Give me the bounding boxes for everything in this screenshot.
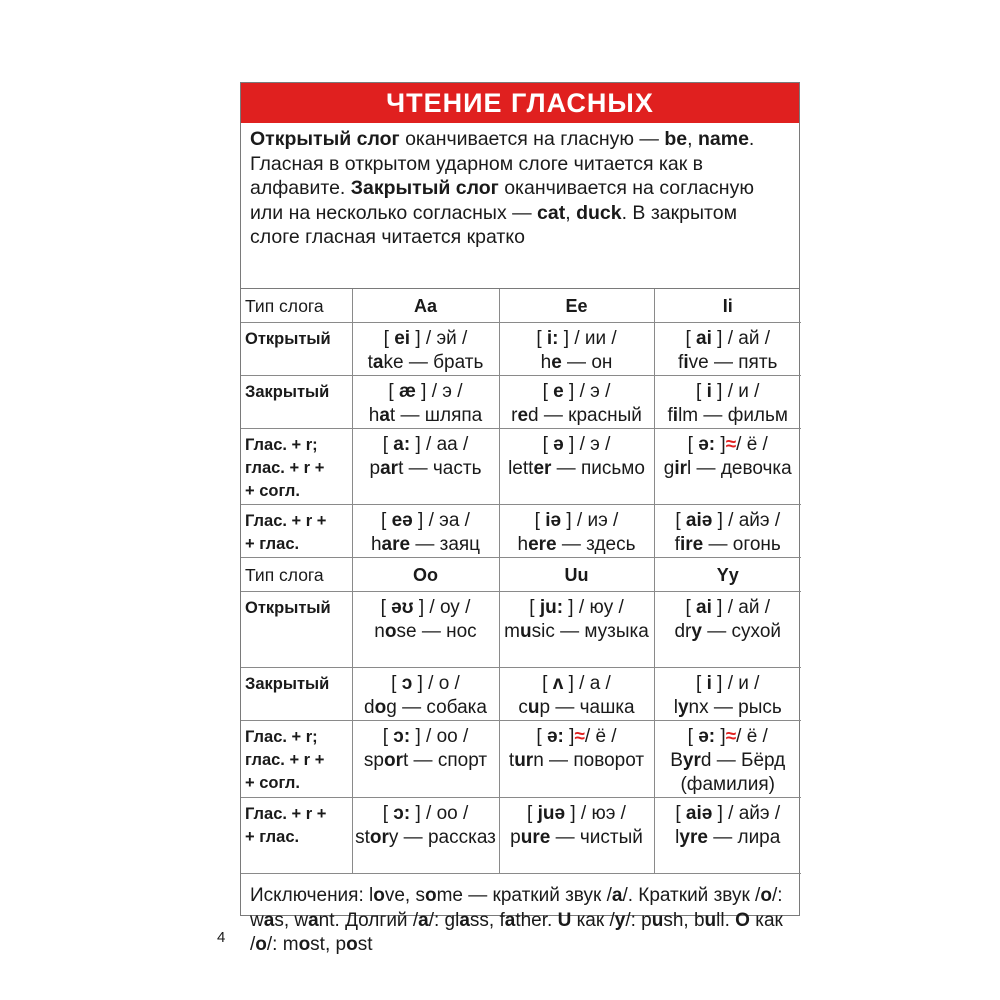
highlight-letters: er — [533, 458, 552, 479]
highlight-letters: yre — [679, 827, 708, 848]
translation: брать — [433, 352, 484, 373]
example-line: red — красный — [511, 405, 642, 426]
ipa-symbol: a: — [393, 434, 411, 455]
vowel-cell — [352, 592, 499, 668]
table-row — [241, 323, 801, 376]
translation: Бёрд — [741, 750, 786, 771]
table-row — [241, 429, 801, 505]
ipa-symbol: ʌ — [552, 673, 564, 694]
translation: заяц — [439, 534, 481, 555]
highlight-letters: i — [672, 405, 679, 426]
vowel-cell — [654, 323, 801, 376]
russian-approx: оо — [436, 726, 458, 747]
translation: сухой — [731, 621, 781, 642]
vowel-reading-card — [240, 82, 800, 955]
translation: пять — [738, 352, 778, 373]
russian-approx: ё — [595, 726, 607, 747]
card-title: ЧТЕНИЕ ГЛАСНЫХ — [241, 83, 799, 123]
example-duck: duck — [576, 201, 622, 224]
vowel-header: Oo — [352, 558, 499, 592]
syllable-type: Глас. + r + + глас. — [241, 505, 352, 558]
russian-approx: и — [738, 673, 749, 694]
russian-approx: эа — [439, 510, 460, 531]
closed-syllable-term: Закрытый слог — [350, 177, 499, 199]
highlight-letters: i — [683, 352, 689, 373]
russian-approx: айэ — [738, 803, 770, 824]
russian-approx: и — [738, 381, 749, 402]
transcription-line: [ e ] / э / — [542, 381, 611, 402]
example-line: sport — спорт — [363, 750, 488, 771]
russian-approx: ё — [746, 726, 758, 747]
translation: рассказ — [427, 827, 496, 848]
example-line: here — здесь — [517, 534, 636, 555]
transcription-line: [ ɔ: ] / оо / — [382, 803, 469, 824]
vowel-cell — [352, 376, 499, 429]
header-row — [241, 558, 801, 592]
highlight-letters: or — [369, 827, 389, 848]
highlight-letters: a — [379, 405, 390, 426]
vowel-header: Uu — [499, 558, 654, 592]
translation: он — [591, 352, 613, 373]
syllable-type: Глас. + r; глас. + r + + согл. — [241, 429, 352, 505]
table-row — [241, 668, 801, 721]
ipa-symbol: i — [706, 673, 712, 694]
translation: чистый — [579, 827, 643, 848]
translation: часть — [432, 458, 482, 479]
russian-approx: ё — [746, 434, 758, 455]
ipa-symbol: ə: — [546, 726, 564, 747]
transcription-line: [ ə: ]≈/ ё / — [687, 434, 768, 455]
ipa-symbol: əʊ — [391, 597, 414, 618]
syllable-type: Закрытый — [241, 668, 352, 721]
approx-sign: ≈ — [725, 434, 737, 455]
vowel-cell — [499, 592, 654, 668]
transcription-line: [ ə ] / э / — [542, 434, 611, 455]
vowel-cell — [654, 429, 801, 505]
russian-approx: э — [590, 381, 600, 402]
russian-approx: э — [442, 381, 452, 402]
vowel-cell — [499, 429, 654, 505]
ipa-symbol: ju: — [539, 597, 564, 618]
transcription-line: [ aiə ] / айэ / — [675, 803, 781, 824]
example-line: lynx — рысь — [673, 697, 782, 718]
header-row — [241, 289, 801, 323]
syllable-type-header: Тип слога — [241, 289, 352, 323]
vowel-header: Ee — [499, 289, 654, 323]
page-number: 4 — [217, 929, 226, 946]
example-line: pure — чистый — [510, 827, 643, 848]
transcription-line: [ ei ] / эй / — [383, 328, 468, 349]
vowel-cell — [654, 798, 801, 874]
example-line: lyre — лира — [675, 827, 781, 848]
russian-approx: а — [589, 673, 601, 694]
transcription-line: [ juə ] / юэ / — [527, 803, 626, 824]
highlight-letters: y — [691, 621, 702, 642]
vowel-cell — [352, 323, 499, 376]
vowel-cell — [499, 798, 654, 874]
translation: здесь — [586, 534, 636, 555]
translation: музыка — [584, 621, 649, 642]
vowel-header: Ii — [654, 289, 801, 323]
ipa-symbol: ɔ: — [393, 726, 411, 747]
example-name: name — [697, 128, 749, 150]
example-line: hare — заяц — [370, 534, 481, 555]
highlight-letters: ire — [679, 534, 704, 555]
vowel-cell — [352, 798, 499, 874]
example-line: turn — поворот — [508, 750, 645, 771]
translation: огонь — [732, 534, 781, 555]
vowel-cell — [499, 376, 654, 429]
vowel-cell — [499, 323, 654, 376]
translation: фильм — [727, 405, 788, 426]
vowel-cell — [352, 429, 499, 505]
ipa-symbol: ei — [394, 328, 411, 349]
example-line: story — рассказ — [355, 827, 496, 848]
transcription-line: [ ə: ]≈/ ё / — [687, 726, 768, 747]
transcription-line: [ ai ] / ай / — [685, 597, 771, 618]
table-row — [241, 798, 801, 874]
highlight-letters: e — [517, 405, 529, 426]
highlight-letters: o — [374, 697, 387, 718]
example-be: be — [664, 128, 688, 150]
example-line: he — он — [540, 352, 613, 373]
transcription-line: [ ɔ ] / о / — [391, 673, 460, 694]
table-row — [241, 376, 801, 429]
example-cat: cat — [537, 201, 566, 224]
syllable-type-header: Тип слога — [241, 558, 352, 592]
example-line: film — фильм — [667, 405, 788, 426]
ipa-symbol: iə — [545, 510, 562, 531]
open-syllable-term: Открытый слог — [250, 128, 400, 150]
ipa-symbol: ə — [553, 434, 564, 455]
russian-approx: аа — [436, 434, 458, 455]
ipa-symbol: æ — [398, 381, 416, 402]
example-line: Byrd — Бёрд — [670, 750, 786, 771]
vowel-header: Yy — [654, 558, 801, 592]
highlight-letters: ir — [674, 458, 688, 479]
ipa-symbol: i — [706, 381, 712, 402]
highlight-letters: ere — [528, 534, 557, 555]
vowel-cell — [654, 505, 801, 558]
russian-approx: э — [590, 434, 600, 455]
translation: спорт — [437, 750, 488, 771]
syllable-type: Открытый — [241, 592, 352, 668]
example-line: fire — огонь — [674, 534, 781, 555]
transcription-line: [ əʊ ] / оу / — [380, 597, 471, 618]
example-line: hat — шляпа — [368, 405, 483, 426]
vowel-cell — [654, 592, 801, 668]
ipa-symbol: aiə — [685, 803, 713, 824]
ipa-symbol: eə — [391, 510, 413, 531]
vowel-cell — [499, 668, 654, 721]
russian-approx: юэ — [591, 803, 616, 824]
vowel-cell — [352, 721, 499, 798]
ipa-symbol: ɔ — [401, 673, 413, 694]
vowel-cell — [352, 505, 499, 558]
russian-approx: ай — [738, 597, 760, 618]
table-row — [241, 721, 801, 798]
vowel-cell — [654, 668, 801, 721]
highlight-letters: yr — [682, 750, 701, 771]
transcription-line: [ i: ] / ии / — [536, 328, 617, 349]
transcription-line: [ ə: ]≈/ ё / — [536, 726, 617, 747]
vowel-cell — [352, 668, 499, 721]
transcription-line: [ ʌ ] / а / — [542, 673, 611, 694]
example-line: take — брать — [367, 352, 484, 373]
vowel-header: Aa — [352, 289, 499, 323]
translation: собака — [426, 697, 487, 718]
highlight-letters: u — [527, 697, 540, 718]
syllable-type: Глас. + r; глас. + r + + согл. — [241, 721, 352, 798]
highlight-letters: e — [551, 352, 562, 373]
example-line: cup — чашка — [518, 697, 635, 718]
example-line: dry — сухой — [674, 621, 781, 642]
highlight-letters: u — [519, 621, 532, 642]
transcription-line: [ ju: ] / юу / — [529, 597, 624, 618]
russian-approx: оо — [436, 803, 458, 824]
russian-approx: ии — [584, 328, 607, 349]
translation: письмо — [580, 458, 645, 479]
translation: рысь — [738, 697, 782, 718]
highlight-letters: ar — [380, 458, 399, 479]
ipa-symbol: i: — [546, 328, 559, 349]
transcription-line: [ ɔ: ] / оо / — [382, 726, 469, 747]
highlight-letters: a — [372, 352, 384, 373]
transcription-line: [ ai ] / ай / — [685, 328, 771, 349]
table-row — [241, 505, 801, 558]
translation: чашка — [579, 697, 635, 718]
vowel-cell — [499, 721, 654, 798]
transcription-line: [ eə ] / эа / — [381, 510, 470, 531]
translation-note: (фамилия) — [680, 774, 776, 795]
russian-approx: ай — [738, 328, 760, 349]
transcription-line: [ i ] / и / — [696, 673, 760, 694]
translation: красный — [568, 405, 642, 426]
ipa-symbol: ə: — [698, 726, 716, 747]
table-row — [241, 592, 801, 668]
vowel-cell — [499, 505, 654, 558]
ipa-symbol: e — [553, 381, 564, 402]
russian-approx: эй — [436, 328, 457, 349]
highlight-letters: ur — [514, 750, 534, 771]
vowel-cell — [654, 376, 801, 429]
vowel-cell — [654, 721, 801, 798]
approx-sign: ≈ — [725, 726, 737, 747]
ipa-symbol: ai — [696, 328, 712, 349]
transcription-line: [ æ ] / э / — [388, 381, 463, 402]
example-line: five — пять — [678, 352, 778, 373]
example-line: girl — девочка — [663, 458, 792, 479]
exceptions-note: Исключения: love, some — краткий звук /a/. Краткий звук /o/: was, want. Долгий /a/: glass, father. U как /y/: push, bull. O как /o/: most, post — [250, 885, 783, 955]
transcription-line: [ i ] / и / — [696, 381, 760, 402]
vowel-table — [241, 289, 801, 874]
translation: нос — [446, 621, 477, 642]
russian-approx: оу — [439, 597, 460, 618]
ipa-symbol: aiə — [685, 510, 713, 531]
transcription-line: [ aiə ] / айэ / — [675, 510, 781, 531]
russian-approx: юу — [589, 597, 614, 618]
highlight-letters: o — [384, 621, 397, 642]
translation: поворот — [573, 750, 645, 771]
syllable-type: Глас. + r + + глас. — [241, 798, 352, 874]
russian-approx: иэ — [587, 510, 608, 531]
russian-approx: о — [438, 673, 450, 694]
ipa-symbol: ai — [696, 597, 712, 618]
approx-sign: ≈ — [574, 726, 585, 747]
highlight-letters: or — [384, 750, 403, 771]
highlight-letters: y — [677, 697, 689, 718]
translation: лира — [737, 827, 781, 848]
example-line: nose — нос — [374, 621, 477, 642]
translation: девочка — [720, 458, 792, 479]
example-line: dog — собака — [364, 697, 487, 718]
example-line: music — музыка — [504, 621, 649, 642]
intro-paragraph: Открытый слог оканчивается на гласную — be, name. Гласная в открытом ударном слоге читается как в алфавите. Закрытый слог оканчивается на согласную или на несколько согласных — cat, duck. В закрытом слоге гласная читается кратко — [241, 123, 799, 289]
ipa-symbol: juə — [537, 803, 566, 824]
highlight-letters: ure — [520, 827, 551, 848]
example-line: part — часть — [369, 458, 482, 479]
highlight-letters: are — [381, 534, 411, 555]
ipa-symbol: ə: — [698, 434, 716, 455]
translation: шляпа — [424, 405, 483, 426]
transcription-line: [ iə ] / иэ / — [534, 510, 619, 531]
russian-approx: айэ — [738, 510, 770, 531]
example-line: letter — письмо — [508, 458, 645, 479]
transcription-line: [ a: ] / аа / — [382, 434, 469, 455]
syllable-type: Закрытый — [241, 376, 352, 429]
syllable-type: Открытый — [241, 323, 352, 376]
ipa-symbol: ɔ: — [393, 803, 411, 824]
